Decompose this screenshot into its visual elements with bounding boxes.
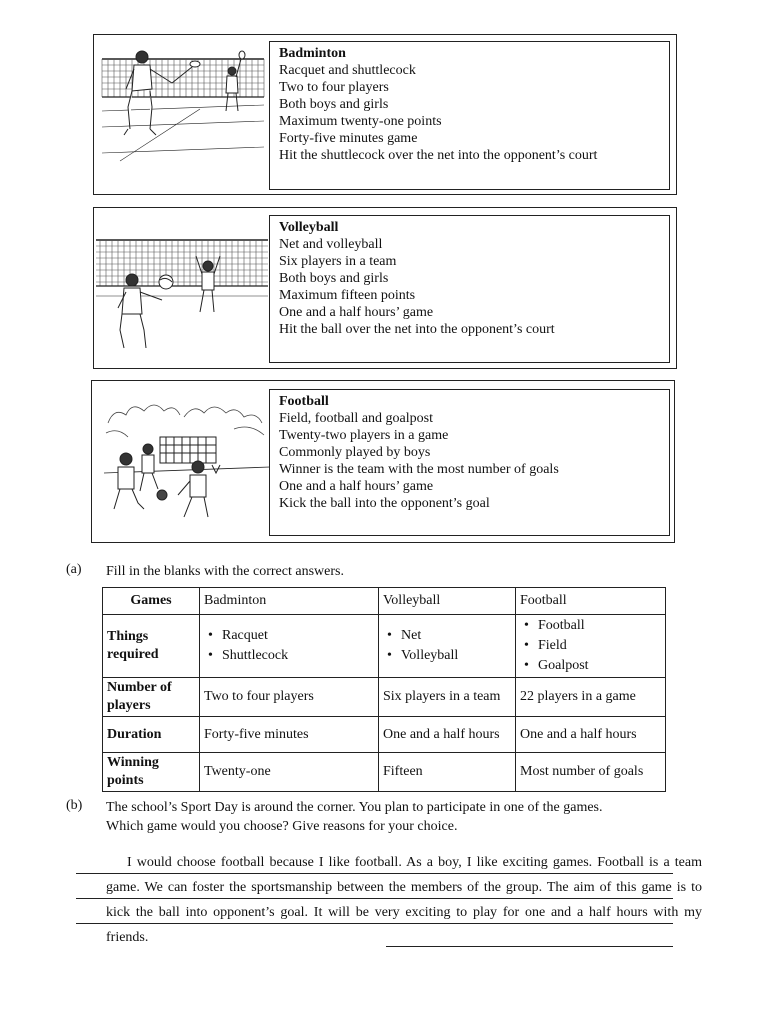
table-header: Volleyball (379, 588, 516, 615)
football-illustration (104, 393, 270, 521)
row-label: Things required (103, 615, 200, 678)
question-b-line-1: The school’s Sport Day is around the corner. You plan to participate in one of the games. (106, 800, 603, 815)
question-number-b: (b) (66, 798, 83, 813)
question-number-a: (a) (66, 562, 82, 577)
answer-paragraph: I would choose football because I like football. As a boy, I like exciting games. Football is a team game. We can foster the sportsmanship between the members of the group. The aim of this game is to kick the ball into opponent’s goal. It will be very exciting to play for one and a half hours with my friends. (106, 855, 702, 945)
card-line: Field, football and goalpost (279, 411, 433, 426)
table-cell: Forty-five minutes (200, 717, 379, 753)
card-line: Six players in a team (279, 254, 397, 269)
volleyball-card (93, 207, 677, 369)
table-cell: One and a half hours (379, 717, 516, 753)
card-line: Hit the ball over the net into the opponent’s court (279, 322, 555, 337)
table-cell: Six players in a team (379, 678, 516, 717)
card-line: Maximum twenty-one points (279, 114, 442, 129)
card-line: Racquet and shuttlecock (279, 63, 416, 78)
card-line: One and a half hours’ game (279, 479, 434, 494)
badminton-info-box (269, 41, 670, 190)
list-item: • Volleyball (401, 646, 511, 666)
question-b-line-2: Which game would you choose? Give reasons for your choice. (106, 819, 458, 834)
card-title: Football (279, 394, 329, 409)
instruction-a: Fill in the blanks with the correct answers. (106, 564, 344, 579)
table-cell: One and a half hours (516, 717, 666, 753)
card-line: Both boys and girls (279, 97, 389, 112)
card-line: Winner is the team with the most number of goals (279, 462, 559, 477)
list-item: • Field (538, 636, 661, 656)
volleyball-illustration (96, 230, 268, 354)
table-cell: Fifteen (379, 753, 516, 792)
card-line: Forty-five minutes game (279, 131, 418, 146)
card-line: One and a half hours’ game (279, 305, 434, 320)
table-cell (516, 615, 666, 678)
list-item: • Racquet (222, 626, 374, 646)
table-row (103, 678, 666, 717)
table-cell: Most number of goals (516, 753, 666, 792)
row-label: Number of players (103, 678, 200, 717)
card-line: Both boys and girls (279, 271, 389, 286)
row-label: Winning points (103, 753, 200, 792)
card-title: Badminton (279, 46, 346, 61)
card-line: Maximum fifteen points (279, 288, 416, 303)
card-line: Net and volleyball (279, 237, 383, 252)
card-line: Kick the ball into the opponent’s goal (279, 496, 490, 511)
badminton-illustration (100, 49, 266, 167)
card-line: Two to four players (279, 80, 389, 95)
card-title: Volleyball (279, 220, 339, 235)
games-table (102, 587, 666, 792)
table-row (103, 588, 666, 615)
table-row (103, 615, 666, 678)
football-info-box (269, 389, 670, 536)
table-cell (379, 615, 516, 678)
table-header: Badminton (200, 588, 379, 615)
badminton-card (93, 34, 677, 195)
table-cell: 22 players in a game (516, 678, 666, 717)
volleyball-info-box (269, 215, 670, 363)
card-line: Hit the shuttlecock over the net into the opponent’s court (279, 148, 598, 163)
card-line: Commonly played by boys (279, 445, 431, 460)
list-item: • Shuttlecock (222, 646, 374, 666)
table-header: Games (103, 588, 200, 615)
table-cell (200, 615, 379, 678)
table-cell: Two to four players (200, 678, 379, 717)
row-label: Duration (103, 717, 200, 753)
table-header: Football (516, 588, 666, 615)
list-item: • Net (401, 626, 511, 646)
card-line: Twenty-two players in a game (279, 428, 449, 443)
football-card (91, 380, 675, 543)
list-item: • Football (538, 616, 661, 636)
table-cell: Twenty-one (200, 753, 379, 792)
table-row (103, 753, 666, 792)
list-item: • Goalpost (538, 656, 661, 676)
table-row (103, 717, 666, 753)
